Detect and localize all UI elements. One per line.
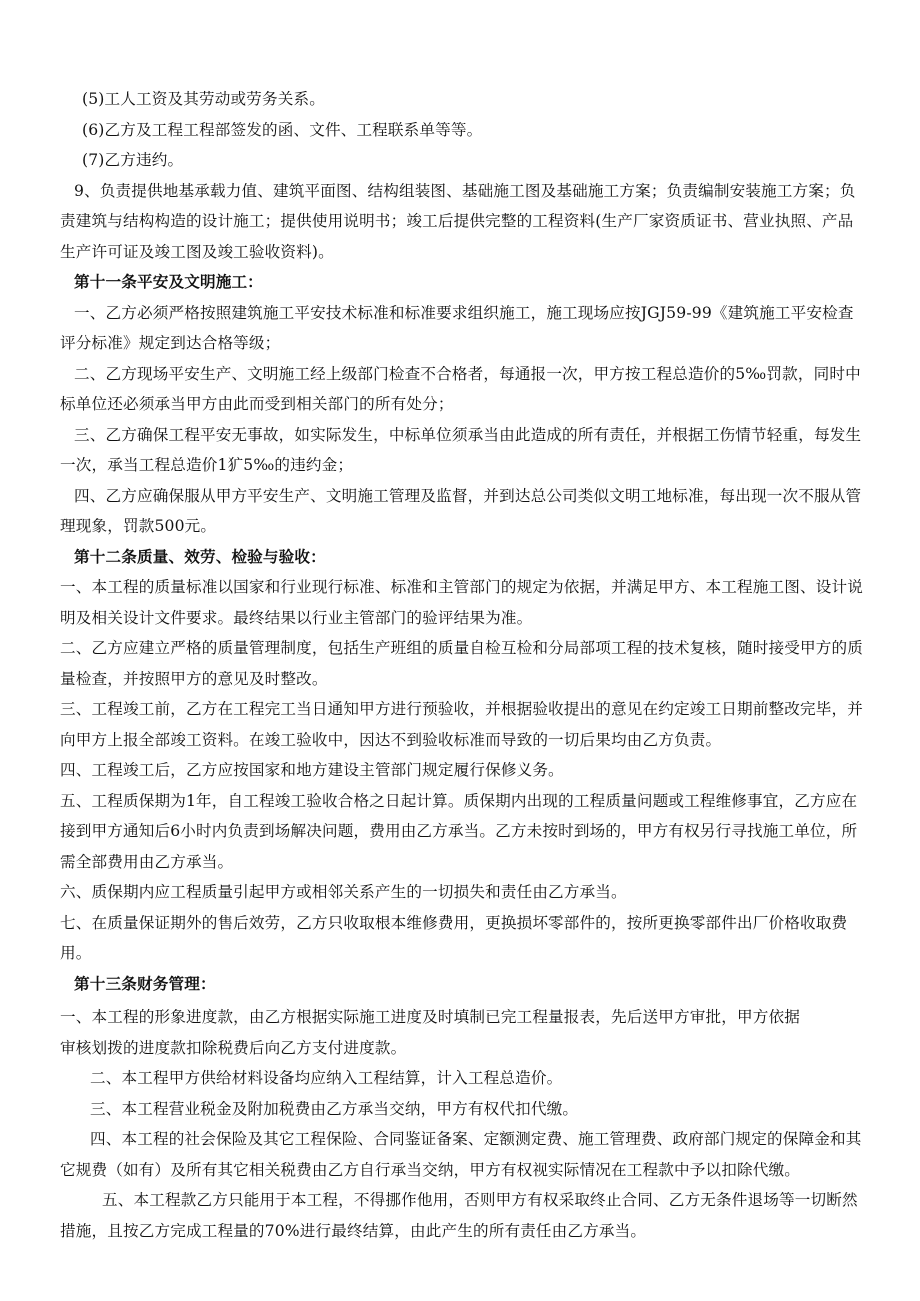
section-12-item-6: 六、质保期内应工程质量引起甲方或相邻关系产生的一切损失和责任由乙方承当。: [60, 883, 627, 901]
section-12-item-1: 一、本工程的质量标准以国家和行业现行标准、标准和主管部门的规定为依据，并满足甲方、本工程施工图、设计说明及相关设计文件要求。最终结果以行业主管部门的验评结果为准。: [60, 578, 863, 627]
section-heading-12: 第十二条质量、效劳、检验与验收：: [74, 546, 326, 566]
clause-item-5: (5)工人工资及其劳动或劳务关系。: [82, 90, 325, 108]
clause-9: 9、负责提供地基承载力值、建筑平面图、结构组装图、基础施工图及基础施工方案；负责编制安装施工方案；负责建筑与结构构造的设计施工；提供使用说明书；竣工后提供完整的工程资料(生产厂家资质证书、营业执照、产品生产许可证及竣工图及竣工验收资料)。: [60, 181, 856, 261]
section-12-item-3: 三、工程竣工前，乙方在工程完工当日通知甲方进行预验收，并根据验收提出的意见在约定竣工日期前整改完毕，并向甲方上报全部竣工资料。在竣工验收中，因达不到验收标准而导致的一切后果均由乙方负责。: [60, 700, 863, 749]
section-12-item-7: 七、在质量保证期外的售后效劳，乙方只收取根本维修费用，更换损坏零部件的，按所更换零部件出厂价格收取费用。: [60, 913, 848, 962]
section-13-item-3: 三、本工程营业税金及附加税费由乙方承当交纳，甲方有权代扣代缴。: [90, 1099, 579, 1118]
section-13-item-2: 二、本工程甲方供给材料设备均应纳入工程结算，计入工程总造价。: [90, 1069, 563, 1087]
section-13-item-4: 四、本工程的社会保险及其它工程保险、合同鉴证备案、定额测定费、施工管理费、政府部门规定的保障金和其它规费（如有）及所有其它相关税费由乙方自行承当交纳，甲方有权视实际情况在工程款中予以扣除代缴。: [60, 1130, 862, 1179]
clause-item-7: (7)乙方违约。: [82, 151, 184, 169]
section-11-item-4: 四、乙方应确保服从甲方平安生产、文明施工管理及监督，并到达总公司类似文明工地标准，每出现一次不服从管理现象，罚款500元。: [60, 486, 862, 535]
section-heading-11: 第十一条平安及文明施工：: [74, 272, 263, 291]
section-12-item-5: 五、工程质保期为1年，自工程竣工验收合格之日起计算。质保期内出现的工程质量问题或工程维修事宜，乙方应在接到甲方通知后6小时内负责到场解决问题，费用由乙方承当。乙方未按时到场的，甲方有权另行寻找施工单位，所需全部费用由乙方承当。: [60, 791, 858, 871]
section-11-item-3: 三、乙方确保工程平安无事故，如实际发生，中标单位须承当由此造成的所有责任，并根据工伤情节轻重，每发生一次，承当工程总造价1犷5‰的违约金；: [60, 425, 862, 474]
section-12-item-4: 四、工程竣工后，乙方应按国家和地方建设主管部门规定履行保修义务。: [60, 761, 564, 779]
section-13-item-1: 一、本工程的形象进度款，由乙方根据实际施工进度及时填制已完工程量报表，先后送甲方审批，甲方依据: [60, 1008, 800, 1026]
document-page: [60, 84, 868, 1246]
clause-item-6: (6)乙方及工程工程部签发的函、文件、工程联系单等等。: [82, 120, 483, 139]
section-13-item-1-cont: 审核划拨的进度款扣除税费后向乙方支付进度款。: [60, 1038, 407, 1057]
section-heading-13: 第十三条财务管理：: [74, 973, 216, 993]
section-12-item-2: 二、乙方应建立严格的质量管理制度，包括生产班组的质量自检互检和分局部项工程的技术复核，随时接受甲方的质量检查，并按照甲方的意见及时整改。: [60, 639, 863, 688]
section-11-item-1: 一、乙方必须严格按照建筑施工平安技术标准和标准要求组织施工，施工现场应按JGJ59-99《建筑施工平安检查评分标准》规定到达合格等级；: [60, 303, 854, 352]
section-13-item-5: 五、本工程款乙方只能用于本工程，不得挪作他用，否则甲方有权采取终止合同、乙方无条件退场等一切断然措施，且按乙方完成工程量的70%进行最终结算，由此产生的所有责任由乙方承当。: [60, 1191, 858, 1240]
section-11-item-2: 二、乙方现场平安生产、文明施工经上级部门检查不合格者，每通报一次，甲方按工程总造价的5‰罚款，同时中标单位还必须承当甲方由此而受到相关部门的所有处分；: [60, 364, 861, 413]
